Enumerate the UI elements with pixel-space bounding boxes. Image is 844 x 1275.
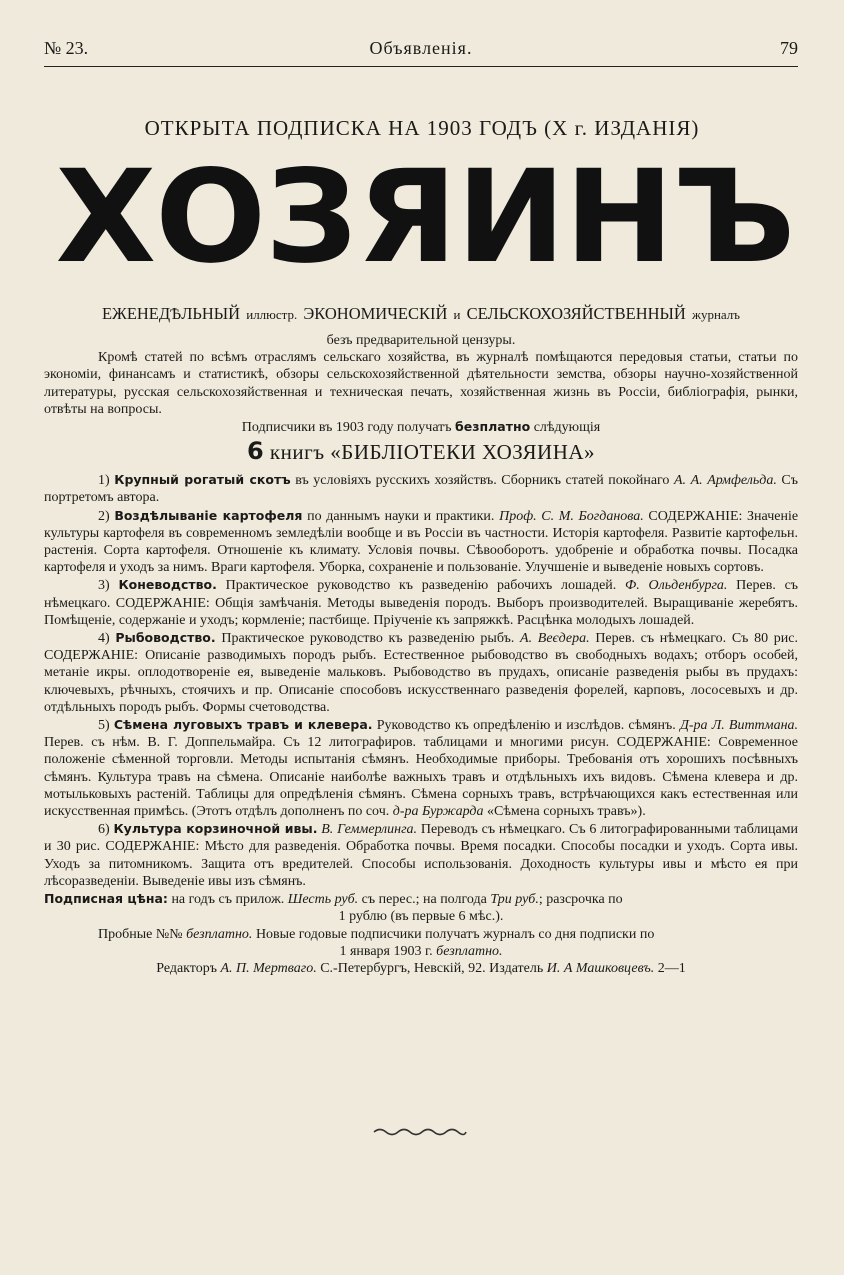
book-title: Воздѣлываніе картофеля [114, 507, 303, 523]
editor-line [44, 960, 798, 977]
library-title: книгъ «БИБЛІОТЕКИ ХОЗЯИНА» [269, 440, 596, 465]
book-item [44, 471, 798, 506]
price-text-1: на годъ съ прилож. [171, 892, 285, 908]
section-title: Объявленія. [369, 38, 473, 58]
masthead-title: ХОЗЯИНЪ [55, 143, 795, 292]
trial-date: 1 января 1903 г. [339, 943, 433, 959]
subscription-heading: ОТКРЫТА ПОДПИСКА НА 1903 ГОДЪ (X г. ИЗДАНІЯ) [144, 116, 700, 140]
book-text-2: СОДЕРЖАНІЕ: Значеніе культуры картофеля въ современномъ земледѣліи вообще и въ Россіи въ частности. Исторія картофеля. Развитіе картофельн. растенія. Сорта картофеля. Отношеніе къ климату. Условія почвы. Сѣвооборотъ. удобреніе и обработка почвы. Посадка картофеля и уходъ за нимъ. Враги картофеля. Уборка, сохраненіе и пользованіе. Улучшеніе и выведеніе новыхъ сортовъ. [44, 508, 799, 576]
book-item [44, 716, 798, 820]
book-title: Сѣмена луговыхъ травъ и клевера. [113, 717, 373, 733]
trial-line-2 [44, 943, 798, 960]
insertion-code: 2—1 [657, 960, 686, 976]
book-author: Проф. С. М. Богданова. [499, 508, 644, 524]
censorship-line: безъ предварительной цензуры. [326, 333, 516, 348]
book-author: Ф. Ольденбурга. [625, 578, 728, 594]
editor-name: А. П. Мертваго. [220, 960, 317, 976]
book-item [44, 629, 798, 716]
trial-text-2: Новые годовые подписчики получатъ журналъ со дня подписки по [255, 926, 655, 942]
book-text-2: Перев. съ нѣм. В. Г. Доппельмайра. Съ 12 литографиров. таблицами и многими рисун. СОДЕРЖАНІЕ: Современное положеніе сѣменной торговли. Методы испытанія сѣмянъ. Необходимые приборы. Требованія отъ хорошихъ посѣвныхъ сѣмянъ. Культура травъ на сѣмена. Описаніе наиболѣе важныхъ травъ и отдѣльныхъ ихъ видовъ. Сѣмена клевера и др. мотыльковыхъ растеній. Таблицы для опредѣленія сѣмянъ. Сѣмена сорныхъ травъ, встрѣчающихся какъ естественная или искусственная примѣсь. (Этотъ отдѣлъ дополненъ по соч. [44, 735, 798, 820]
editor-label: Редакторъ [156, 960, 217, 976]
book-author: В. Геммерлинга. [321, 822, 418, 838]
library-count: 6 [246, 437, 265, 466]
library-heading [44, 437, 798, 466]
book-number: 2) [98, 508, 110, 524]
book-item [44, 576, 798, 629]
trial-free-2: безплатно. [436, 943, 503, 959]
free-books-line [44, 418, 798, 436]
book-author: А. А. Армфельда. [673, 473, 777, 489]
free-line-post: слѣдующія [533, 420, 601, 436]
book-text-2: Перев. съ нѣмецкаго. СОДЕРЖАНІЕ: Общія замѣчанія. Методы выведенія породъ. Выборъ производителей. Выращиваніе жеребятъ. Помѣщеніе, содержаніе и уходъ; кормленіе; пастбище. Пріученіе къ запряжкѣ. Расцѣнка молодыхъ лошадей. [44, 578, 799, 628]
book-author-2: д-ра Буржарда [392, 804, 484, 820]
free-line-bold: безплатно [455, 419, 531, 435]
book-number: 4) [98, 631, 110, 647]
desc-weekly: ЕЖЕНЕДѢЛЬНЫЙ [101, 304, 241, 323]
book-text-2: Перев. съ нѣмецкаго. Съ 80 рис. СОДЕРЖАНІЕ: Описаніе разводимыхъ породъ рыбъ. Естественное рыбоводство въ свободныхъ водахъ; отборъ особей, метаніе икры. оплодотвореніе ея, выведеніе мальковъ. Рыбоводство въ прудахъ, описаніе разведенія рыбы въ прудахъ: ключевыхъ, рѣчныхъ, стоячихъ и пр. Описаніе способовъ искусственнаго разведенія форелей, карповъ, лососевыхъ и др. отдѣльныхъ породъ рыбъ. Формы счетоводства. [44, 631, 798, 715]
price-text-2: съ перес.; на полгода [361, 892, 487, 908]
page-header [44, 38, 798, 62]
page-number: 79 [780, 38, 798, 58]
book-number: 1) [98, 473, 110, 489]
ornament-divider [372, 1124, 468, 1140]
book-author: А. Веєдера. [520, 631, 590, 647]
price-label: Подписная цѣна: [44, 891, 168, 907]
book-text: въ условіяхъ русскихъ хозяйствъ. Сборникъ статей покойнаго [295, 473, 670, 489]
editor-address: С.-Петербургъ, Невскій, 92. Издатель [320, 960, 544, 976]
journal-description [44, 304, 798, 324]
publisher-name: И. А Машковцевъ. [546, 960, 655, 976]
book-title: Культура корзиночной ивы. [113, 821, 318, 837]
header-rule [44, 66, 798, 67]
desc-economic: ЭКОНОМИЧЕСКІЙ [303, 304, 448, 323]
intro-paragraph: Кромѣ статей по всѣмъ отраслямъ сельскаго хозяйства, въ журналѣ помѣщаются передовыя статьи, статьи по экономіи, финансамъ и статистикѣ, обзоры сельскохозяйственной дѣятельности земства, обзоры научно-хозяйственной литературы, русская сельскохозяйственная и техническая печать, хозяйственная жизнь въ Россіи, библіографія, рынки, отвѣты на вопросы. [44, 350, 798, 417]
price-half-year: Три руб. [490, 892, 539, 908]
book-author: Д-ра Л. Виттмана. [679, 718, 799, 734]
price-installment: 1 рублю (въ первые 6 мѣс.). [338, 909, 504, 925]
price-year: Шесть руб. [287, 892, 359, 908]
book-item [44, 507, 798, 577]
book-text: Практическое руководство къ разведенію рабочихъ лошадей. [225, 578, 617, 594]
desc-agricultural: СЕЛЬСКОХОЗЯЙСТВЕННЫЙ [466, 304, 686, 323]
book-number: 3) [98, 578, 110, 594]
issue-number: № 23. [44, 38, 89, 58]
book-text: по даннымъ науки и практики. [307, 508, 495, 524]
book-title: Коневодство. [118, 577, 217, 593]
trial-free-1: безплатно. [186, 926, 253, 942]
price-line [44, 890, 798, 908]
book-title: Рыбоводство. [115, 630, 216, 646]
announcement-body [44, 332, 798, 977]
desc-and: и [453, 307, 461, 322]
book-text-3: «Сѣмена сорныхъ травъ»). [486, 804, 646, 820]
book-item [44, 820, 798, 890]
book-text: Практическое руководство къ разведенію рыбъ. [221, 631, 515, 647]
trial-line [44, 926, 798, 943]
book-text-2: Съ портретомъ автора. [44, 473, 798, 506]
price-text-3: ; разсрочка по [538, 892, 623, 908]
desc-illustr: иллюстр. [246, 307, 298, 322]
book-number: 5) [98, 718, 110, 734]
book-text-2: Переводъ съ нѣмецкаго. Съ 6 литографированными таблицами и 30 рис. СОДЕРЖАНІЕ: Мѣсто для разведенія. Обработка почвы. Время посадки. Способы посадки и уходъ. Сорта ивы. Уходъ за питомникомъ. Защита отъ вредителей. Способы использованія. Доходность культуры ивы и мѣсто ея при лѣсоразведеніи. Выведеніе ивы изъ сѣмянъ. [44, 822, 799, 889]
desc-journal: журналъ [691, 307, 741, 322]
trial-text-1: Пробные №№ [98, 926, 183, 942]
book-title: Крупный рогатый скотъ [114, 472, 291, 488]
free-line-pre: Подписчики въ 1903 году получатъ [241, 420, 452, 436]
book-text: Руководство къ опредѣленію и изслѣдов. сѣмянъ. [376, 718, 676, 734]
book-number: 6) [98, 822, 110, 838]
